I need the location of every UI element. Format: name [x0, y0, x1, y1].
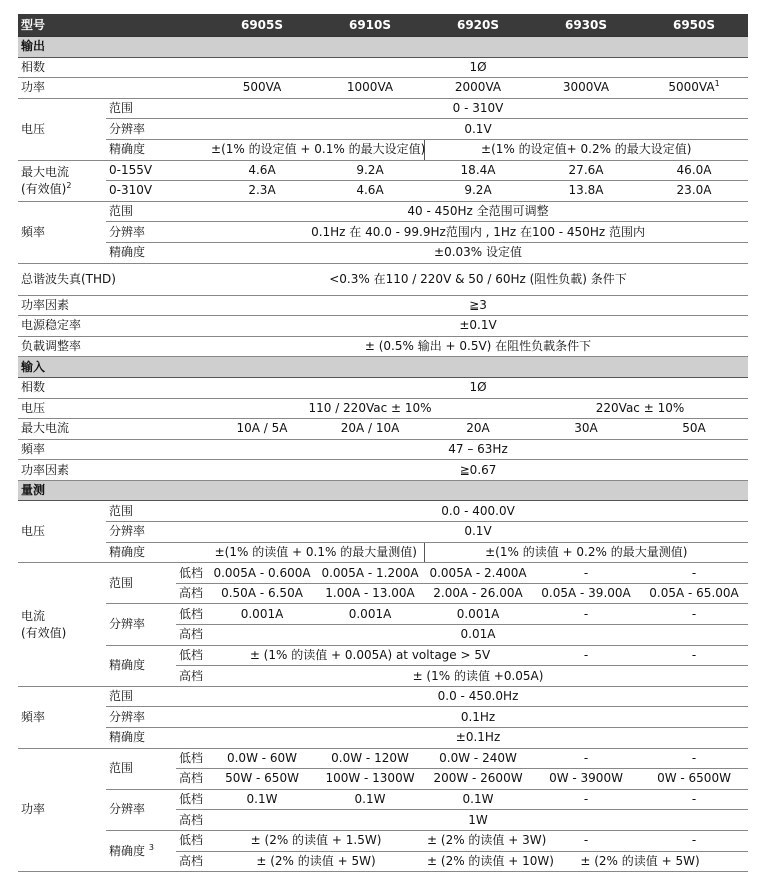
measure-power-accuracy-low-a: ± (2% 的读值 + 1.5W) [208, 830, 424, 851]
measure-current-range-high-6920s: 2.00A - 26.00A [424, 583, 532, 604]
measure-current-range-label: 范围 [106, 563, 176, 604]
input-frequency-value: 47 – 63Hz [208, 439, 748, 460]
output-power-6905s: 500VA [208, 78, 316, 99]
output-line-reg-value: ±0.1V [208, 316, 748, 337]
measure-voltage-range-value: 0.0 - 400.0V [208, 501, 748, 522]
measure-power-label: 功率 [18, 748, 106, 872]
measure-voltage-accuracy-right: ±(1% 的读值 + 0.2% 的最大量测值) [424, 542, 748, 563]
measure-current-range-low-row [18, 563, 748, 584]
measure-power-range-low-tag: 低档 [176, 748, 208, 769]
measure-current-resolution-low-6920s: 0.001A [424, 604, 532, 625]
output-max-current-r1-6905s: 4.6A [208, 160, 316, 181]
input-frequency-row [18, 439, 748, 460]
output-title: 输出 [18, 37, 748, 58]
input-phase-label: 相数 [18, 377, 208, 398]
input-max-current-6950s: 50A [640, 419, 748, 440]
measure-frequency-accuracy-label: 精确度 [106, 728, 208, 749]
measure-power-accuracy-high-c: ± (2% 的读值 + 5W) [532, 851, 748, 872]
measure-frequency-range-label: 范围 [106, 686, 208, 707]
measure-power-accuracy-high-b: ± (2% 的读值 + 10W) [424, 851, 532, 872]
input-power-factor-row [18, 460, 748, 481]
output-max-current-r2-6905s: 2.3A [208, 181, 316, 202]
output-max-current-r2-6920s: 9.2A [424, 181, 532, 202]
output-phase-value: 1Ø [208, 57, 748, 78]
input-phase-row [18, 377, 748, 398]
input-power-factor-value: ≧0.67 [208, 460, 748, 481]
output-max-current-r2-6950s: 23.0A [640, 181, 748, 202]
measure-voltage-accuracy-left: ±(1% 的读值 + 0.1% 的最大量测值) [208, 542, 424, 563]
measure-current-range-low-6930s: - [532, 563, 640, 584]
output-power-row [18, 78, 748, 99]
measure-frequency-range-value: 0.0 - 450.0Hz [208, 686, 748, 707]
measure-voltage-accuracy-label: 精确度 [106, 542, 208, 563]
input-max-current-label: 最大电流 [18, 419, 208, 440]
output-frequency-accuracy-value: ±0.03% 设定值 [208, 242, 748, 263]
header-row [18, 14, 748, 37]
output-frequency-accuracy-row [18, 242, 748, 263]
input-max-current-6910s: 20A / 10A [316, 419, 424, 440]
model-6905s: 6905S [208, 14, 316, 37]
output-phase-label: 相数 [18, 57, 208, 78]
output-voltage-range-label: 范围 [106, 98, 208, 119]
measure-current-label-1: 电流 [21, 608, 46, 623]
measure-current-accuracy-low-row [18, 645, 748, 666]
input-title: 输入 [18, 357, 748, 378]
output-frequency-range-value: 40 - 450Hz 全范围可调整 [208, 201, 748, 222]
measure-frequency-accuracy-row [18, 728, 748, 749]
measure-power-range-low-6905s: 0.0W - 60W [208, 748, 316, 769]
measure-current-resolution-low-tag: 低档 [176, 604, 208, 625]
measure-current-range-low-6950s: - [640, 563, 748, 584]
measure-power-accuracy-label-text: 精确度 [109, 843, 146, 858]
output-power-6930s: 3000VA [532, 78, 640, 99]
measure-power-range-high-6905s: 50W - 650W [208, 769, 316, 790]
measure-current-range-low-tag: 低档 [176, 563, 208, 584]
measure-current-resolution-label: 分辨率 [106, 604, 176, 645]
measure-frequency-resolution-label: 分辨率 [106, 707, 208, 728]
measure-current-resolution-low-6910s: 0.001A [316, 604, 424, 625]
measure-power-range-high-6910s: 100W - 1300W [316, 769, 424, 790]
output-frequency-resolution-row [18, 222, 748, 243]
measure-power-range-low-6910s: 0.0W - 120W [316, 748, 424, 769]
input-voltage-right: 220Vac ± 10% [532, 398, 748, 419]
measure-frequency-resolution-value: 0.1Hz [208, 707, 748, 728]
output-power-factor-value: ≧3 [208, 295, 748, 316]
measure-current-accuracy-low-tag: 低档 [176, 645, 208, 666]
input-max-current-6930s: 30A [532, 419, 640, 440]
input-max-current-6920s: 20A [424, 419, 532, 440]
measure-current-range-high-6930s: 0.05A - 39.00A [532, 583, 640, 604]
output-voltage-resolution-label: 分辨率 [106, 119, 208, 140]
output-voltage-accuracy-left: ±(1% 的设定值 + 0.1% 的最大设定值) [208, 139, 424, 160]
measure-power-range-high-6950s: 0W - 6500W [640, 769, 748, 790]
measure-power-accuracy-high-tag: 高档 [176, 851, 208, 872]
output-load-reg-value: ± (0.5% 输出 + 0.5V) 在阻性负載条件下 [208, 336, 748, 357]
measure-voltage-resolution-row [18, 522, 748, 543]
output-max-current-r1-6950s: 46.0A [640, 160, 748, 181]
measure-voltage-range-row [18, 501, 748, 522]
output-power-6920s: 2000VA [424, 78, 532, 99]
footnote-1: 1 [714, 79, 720, 89]
measure-power-range-low-6950s: - [640, 748, 748, 769]
measure-current-range-high-6950s: 0.05A - 65.00A [640, 583, 748, 604]
measure-current-resolution-low-row [18, 604, 748, 625]
output-max-current-row-2 [18, 181, 748, 202]
measure-current-accuracy-low-6950s: - [640, 645, 748, 666]
output-section-header [18, 37, 748, 58]
output-frequency-range-row [18, 201, 748, 222]
input-voltage-left: 110 / 220Vac ± 10% [208, 398, 532, 419]
input-voltage-row [18, 398, 748, 419]
measure-power-range-low-6920s: 0.0W - 240W [424, 748, 532, 769]
measure-power-range-high-6920s: 200W - 2600W [424, 769, 532, 790]
output-power-6910s: 1000VA [316, 78, 424, 99]
measure-current-range-high-6910s: 1.00A - 13.00A [316, 583, 424, 604]
output-max-current-label-2-text: (有效值) [21, 181, 67, 196]
input-phase-value: 1Ø [208, 377, 748, 398]
measure-current-label [18, 563, 106, 687]
measure-power-accuracy-low-b: ± (2% 的读值 + 3W) [424, 830, 532, 851]
spec-table [18, 14, 748, 872]
output-load-reg-row [18, 336, 748, 357]
measure-current-resolution-low-6905s: 0.001A [208, 604, 316, 625]
output-thd-row [18, 263, 748, 295]
input-section-header [18, 357, 748, 378]
output-max-current-r2-label: 0-310V [106, 181, 208, 202]
measure-power-accuracy-label [106, 830, 176, 871]
output-phase-row [18, 57, 748, 78]
footnote-3: 3 [148, 842, 154, 852]
measure-current-resolution-low-6950s: - [640, 604, 748, 625]
measure-frequency-label: 頻率 [18, 686, 106, 748]
measure-title: 量测 [18, 480, 748, 501]
output-frequency-accuracy-label: 精确度 [106, 242, 208, 263]
output-max-current-label [18, 160, 106, 201]
measure-current-resolution-low-6930s: - [532, 604, 640, 625]
output-frequency-resolution-value: 0.1Hz 在 40.0 - 99.9Hz范围内 , 1Hz 在100 - 450Hz 范围内 [208, 222, 748, 243]
measure-current-range-low-6910s: 0.005A - 1.200A [316, 563, 424, 584]
measure-power-range-label: 范围 [106, 748, 176, 789]
output-power-6950s-value: 5000VA [668, 80, 715, 95]
footnote-2: 2 [66, 180, 72, 190]
measure-power-resolution-low-tag: 低档 [176, 789, 208, 810]
measure-current-range-high-tag: 高档 [176, 583, 208, 604]
measure-power-range-high-6930s: 0W - 3900W [532, 769, 640, 790]
output-voltage-label: 电压 [18, 98, 106, 160]
measure-voltage-label: 电压 [18, 501, 106, 563]
measure-current-accuracy-label: 精确度 [106, 645, 176, 686]
output-voltage-range-row [18, 98, 748, 119]
output-voltage-resolution-value: 0.1V [208, 119, 748, 140]
model-6930s: 6930S [532, 14, 640, 37]
output-power-label: 功率 [18, 78, 208, 99]
input-voltage-label: 电压 [18, 398, 208, 419]
measure-frequency-resolution-row [18, 707, 748, 728]
measure-power-range-high-tag: 高档 [176, 769, 208, 790]
output-max-current-r1-6930s: 27.6A [532, 160, 640, 181]
output-max-current-r2-6930s: 13.8A [532, 181, 640, 202]
measure-power-range-low-row [18, 748, 748, 769]
output-max-current-row-1 [18, 160, 748, 181]
measure-section-header [18, 480, 748, 501]
output-line-reg-row [18, 316, 748, 337]
output-power-6950s [640, 78, 748, 99]
measure-frequency-accuracy-value: ±0.1Hz [208, 728, 748, 749]
output-voltage-range-value: 0 - 310V [208, 98, 748, 119]
measure-voltage-range-label: 范围 [106, 501, 208, 522]
model-6950s: 6950S [640, 14, 748, 37]
measure-power-accuracy-high-a: ± (2% 的读值 + 5W) [208, 851, 424, 872]
output-thd-value: <0.3% 在110 / 220V & 50 / 60Hz (阻性负載) 条件下 [208, 263, 748, 295]
measure-voltage-accuracy-row [18, 542, 748, 563]
output-max-current-r1-6910s: 9.2A [316, 160, 424, 181]
output-max-current-r2-6910s: 4.6A [316, 181, 424, 202]
measure-power-resolution-low-6905s: 0.1W [208, 789, 316, 810]
output-max-current-label-2 [21, 181, 103, 198]
output-max-current-label-1: 最大电流 [21, 164, 70, 179]
measure-power-resolution-high-tag: 高档 [176, 810, 208, 831]
output-voltage-accuracy-row [18, 139, 748, 160]
model-6910s: 6910S [316, 14, 424, 37]
output-frequency-resolution-label: 分辨率 [106, 222, 208, 243]
measure-power-resolution-low-6910s: 0.1W [316, 789, 424, 810]
measure-voltage-resolution-label: 分辨率 [106, 522, 208, 543]
measure-power-resolution-high-value: 1W [208, 810, 748, 831]
measure-frequency-range-row [18, 686, 748, 707]
measure-power-resolution-label: 分辨率 [106, 789, 176, 830]
measure-current-range-high-6905s: 0.50A - 6.50A [208, 583, 316, 604]
model-label: 型号 [18, 14, 208, 37]
measure-power-accuracy-low-6930s: - [532, 830, 640, 851]
output-thd-label: 总谐波失真(THD) [18, 263, 208, 295]
measure-current-resolution-high-tag: 高档 [176, 625, 208, 646]
measure-current-accuracy-high-value: ± (1% 的读值 +0.05A) [208, 666, 748, 687]
measure-power-accuracy-low-row [18, 830, 748, 851]
output-line-reg-label: 电源稳定率 [18, 316, 208, 337]
output-power-factor-row [18, 295, 748, 316]
measure-power-resolution-low-6950s: - [640, 789, 748, 810]
spec-table-container [18, 14, 748, 872]
measure-current-accuracy-low-6930s: - [532, 645, 640, 666]
output-voltage-accuracy-right: ±(1% 的设定值+ 0.2% 的最大设定值) [424, 139, 748, 160]
measure-current-range-low-6920s: 0.005A - 2.400A [424, 563, 532, 584]
measure-power-range-low-6930s: - [532, 748, 640, 769]
measure-power-accuracy-low-tag: 低档 [176, 830, 208, 851]
output-max-current-r1-label: 0-155V [106, 160, 208, 181]
measure-current-label-2: (有效值) [21, 625, 67, 640]
measure-current-range-low-6905s: 0.005A - 0.600A [208, 563, 316, 584]
measure-power-resolution-low-row [18, 789, 748, 810]
input-max-current-6905s: 10A / 5A [208, 419, 316, 440]
measure-current-resolution-high-value: 0.01A [208, 625, 748, 646]
measure-power-resolution-low-6920s: 0.1W [424, 789, 532, 810]
model-6920s: 6920S [424, 14, 532, 37]
measure-current-accuracy-high-tag: 高档 [176, 666, 208, 687]
output-load-reg-label: 负載调整率 [18, 336, 208, 357]
input-frequency-label: 頻率 [18, 439, 208, 460]
output-max-current-r1-6920s: 18.4A [424, 160, 532, 181]
output-frequency-label: 頻率 [18, 201, 106, 263]
output-voltage-resolution-row [18, 119, 748, 140]
measure-voltage-resolution-value: 0.1V [208, 522, 748, 543]
output-power-factor-label: 功率因素 [18, 295, 208, 316]
output-frequency-range-label: 范围 [106, 201, 208, 222]
measure-current-accuracy-low-value: ± (1% 的读值 + 0.005A) at voltage > 5V [208, 645, 532, 666]
input-max-current-row [18, 419, 748, 440]
output-voltage-accuracy-label: 精确度 [106, 139, 208, 160]
measure-power-accuracy-low-6950s: - [640, 830, 748, 851]
measure-power-resolution-low-6930s: - [532, 789, 640, 810]
input-power-factor-label: 功率因素 [18, 460, 208, 481]
